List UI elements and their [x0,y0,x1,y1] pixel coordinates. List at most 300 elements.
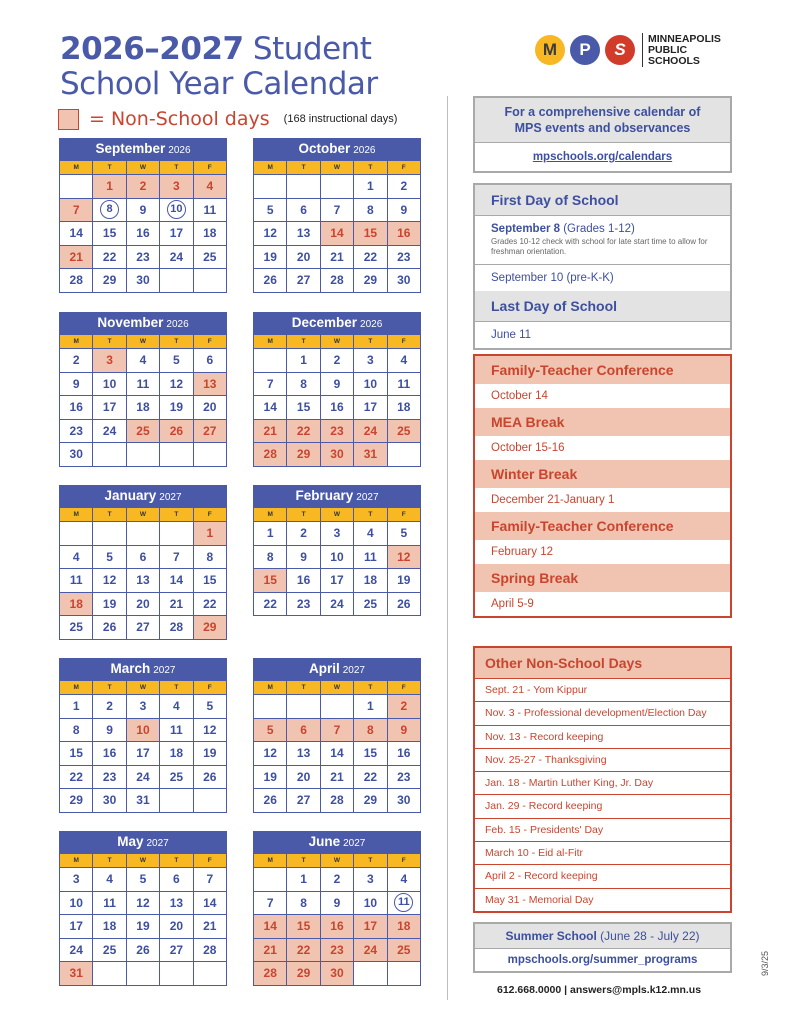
day-cell: 7 [254,891,287,915]
day-cell: 29 [193,616,226,640]
day-cell: 23 [126,245,159,269]
day-cell: 23 [320,419,353,443]
day-cell: 11 [60,569,93,593]
day-cell [287,175,320,199]
day-cell: 18 [193,222,226,246]
day-cell: 26 [126,938,159,962]
day-cell [93,962,126,986]
page-title [60,32,378,102]
day-cell [160,522,193,546]
break-date: October 15-16 [491,442,565,454]
logo-m-icon: M [535,35,565,65]
weekday-label: F [193,681,226,695]
first-day-note: (Grades 1-12) [560,223,635,235]
day-cell: 23 [287,592,320,616]
day-cell: 1 [354,175,387,199]
day-cell [93,198,126,222]
day-cell: 30 [387,269,420,293]
day-cell: 21 [160,592,193,616]
month-calendar [253,831,421,986]
weekday-label: T [93,854,126,868]
day-cell: 7 [160,545,193,569]
day-cell [193,443,226,467]
day-cell: 22 [254,592,287,616]
day-cell: 3 [93,349,126,373]
logo-p-icon: P [570,35,600,65]
day-cell [193,789,226,813]
day-cell: 24 [93,419,126,443]
day-cell: 28 [254,443,287,467]
day-cell: 16 [287,569,320,593]
month-year: 2027 [342,665,365,676]
first-day-box [473,183,732,350]
day-cell: 21 [320,765,353,789]
day-cell: 11 [93,891,126,915]
month-name: January [104,488,157,503]
day-cell: 14 [160,569,193,593]
day-cell: 3 [160,175,193,199]
day-cell: 15 [287,915,320,939]
day-cell [193,962,226,986]
day-cell: 25 [193,245,226,269]
month-year: 2027 [356,492,379,503]
day-cell: 1 [287,349,320,373]
weekday-label: T [287,161,320,175]
day-cell [126,443,159,467]
day-cell [160,789,193,813]
first-day-small-note: Grades 10-12 check with school for late start time to allow for freshman orientation. [491,237,708,256]
day-cell: 2 [93,695,126,719]
day-cell: 29 [60,789,93,813]
summer-dates: (June 28 - July 22) [596,929,700,943]
day-cell: 30 [320,443,353,467]
first-day-pre-k [475,264,730,291]
weekday-label: T [160,508,193,522]
day-cell: 13 [287,742,320,766]
day-cell: 5 [193,695,226,719]
break-date: October 14 [491,390,548,402]
day-cell: 28 [160,616,193,640]
day-cell: 6 [193,349,226,373]
day-cell: 13 [126,569,159,593]
day-cell: 22 [287,938,320,962]
day-cell: 7 [254,372,287,396]
month-calendar [59,138,227,293]
weekday-label: F [193,508,226,522]
month-header [253,658,421,680]
month-header [59,312,227,334]
day-cell: 1 [193,522,226,546]
day-cell: 29 [354,269,387,293]
weekday-label: W [126,335,159,349]
day-cell: 26 [193,765,226,789]
day-cell: 27 [193,419,226,443]
break-heading: Winter Break [475,460,730,488]
day-cell: 28 [254,962,287,986]
revision-date: 9/3/25 [760,950,770,976]
weekday-label: T [93,161,126,175]
day-cell [254,175,287,199]
pre-k-date: September 10 [491,272,564,284]
mps-logo [535,33,721,67]
day-cell: 17 [320,569,353,593]
day-cell: 22 [93,245,126,269]
day-cell: 29 [93,269,126,293]
summer-heading [475,924,730,948]
day-cell: 18 [60,592,93,616]
month-year: 2026 [353,145,376,156]
first-day-marker: 8 [100,200,119,219]
month-header [253,831,421,853]
month-year: 2027 [153,665,176,676]
day-cell: 12 [254,742,287,766]
day-cell [320,175,353,199]
day-cell: 9 [126,198,159,222]
weekday-label: T [93,681,126,695]
day-cell: 12 [193,718,226,742]
pre-k-note: (pre-K-K) [563,272,614,284]
month-name: December [291,315,358,330]
day-cell: 4 [160,695,193,719]
day-cell: 10 [60,891,93,915]
breaks-box [473,354,732,618]
day-cell: 28 [193,938,226,962]
day-cell: 8 [254,545,287,569]
month-year: 2026 [168,145,191,156]
day-cell: 15 [354,222,387,246]
day-cell: 20 [287,765,320,789]
weekday-label: T [160,335,193,349]
legend [58,108,397,130]
day-cell: 17 [160,222,193,246]
day-cell: 23 [387,245,420,269]
day-cell: 23 [93,765,126,789]
day-cell: 5 [126,868,159,892]
day-cell: 3 [320,522,353,546]
day-cell [354,962,387,986]
day-cell: 12 [126,891,159,915]
day-cell: 28 [60,269,93,293]
non-school-day-item: May 31 - Memorial Day [475,888,730,911]
break-heading: Family-Teacher Conference [475,512,730,540]
day-cell: 19 [193,742,226,766]
day-cell: 14 [60,222,93,246]
month-year: 2027 [146,838,169,849]
day-cell: 25 [126,419,159,443]
day-cell: 18 [93,915,126,939]
day-cell: 16 [387,742,420,766]
weekday-label: F [193,854,226,868]
day-cell: 23 [320,938,353,962]
day-cell: 18 [387,396,420,420]
non-school-day-item: Feb. 15 - Presidents' Day [475,818,730,841]
break-heading: Family-Teacher Conference [475,356,730,384]
weekday-label: M [254,335,287,349]
day-cell: 13 [160,891,193,915]
weekday-label: M [60,508,93,522]
day-cell: 14 [193,891,226,915]
non-school-day-item: March 10 - Eid al-Fitr [475,841,730,864]
day-cell [60,522,93,546]
day-cell [160,962,193,986]
day-cell: 22 [287,419,320,443]
day-cell: 17 [93,396,126,420]
month-year: 2027 [343,838,366,849]
month-name: September [95,141,166,156]
day-cell [387,962,420,986]
month-header [253,312,421,334]
day-cell: 9 [287,545,320,569]
first-day-heading: First Day of School [475,185,730,215]
weekday-label: T [160,161,193,175]
day-cell: 21 [254,938,287,962]
day-cell: 22 [60,765,93,789]
day-cell: 24 [354,938,387,962]
day-cell: 4 [126,349,159,373]
day-cell: 24 [354,419,387,443]
weekday-label: M [254,681,287,695]
month-header [59,485,227,507]
day-cell: 14 [320,742,353,766]
day-cell: 19 [254,765,287,789]
day-cell [160,198,193,222]
weekday-label: W [320,681,353,695]
weekday-label: M [60,854,93,868]
calendars-link[interactable]: mpschools.org/calendars [532,151,673,163]
day-cell [254,695,287,719]
weekday-label: M [254,161,287,175]
weekday-label: F [387,508,420,522]
weekday-label: W [126,508,159,522]
day-cell: 7 [320,718,353,742]
day-cell: 27 [126,616,159,640]
day-cell: 2 [387,695,420,719]
day-cell: 20 [126,592,159,616]
day-cell: 24 [126,765,159,789]
day-cell: 30 [387,789,420,813]
month-name: February [295,488,354,503]
day-cell: 29 [287,443,320,467]
day-cell: 9 [387,198,420,222]
day-cell: 31 [60,962,93,986]
day-cell [126,522,159,546]
weekday-label: M [60,681,93,695]
month-calendar [253,485,421,616]
day-cell: 9 [387,718,420,742]
day-cell [193,269,226,293]
weekday-label: T [354,681,387,695]
day-cell: 15 [254,569,287,593]
month-year: 2026 [360,319,383,330]
day-cell: 24 [160,245,193,269]
month-name: March [110,661,151,676]
day-cell: 26 [160,419,193,443]
day-cell: 1 [354,695,387,719]
weekday-label: M [60,161,93,175]
day-cell: 4 [93,868,126,892]
day-cell [160,269,193,293]
day-cell: 3 [126,695,159,719]
non-school-day-item: Sept. 21 - Yom Kippur [475,678,730,701]
day-cell [93,443,126,467]
day-cell: 17 [354,396,387,420]
day-cell: 21 [60,245,93,269]
weekday-label: T [287,335,320,349]
weekday-label: F [387,854,420,868]
day-cell: 17 [126,742,159,766]
day-cell [160,443,193,467]
weekday-label: W [320,508,353,522]
day-cell: 22 [193,592,226,616]
month-calendar [253,312,421,467]
weekday-label: T [354,508,387,522]
day-cell: 1 [60,695,93,719]
weekday-label: T [160,854,193,868]
day-cell [254,868,287,892]
day-cell: 15 [93,222,126,246]
title-year: 2026–2027 [60,31,244,67]
day-cell: 8 [354,718,387,742]
summer-link-row [475,948,730,971]
day-cell: 19 [160,396,193,420]
month-header [59,831,227,853]
title-line2: School Year Calendar [60,66,378,102]
day-cell: 15 [60,742,93,766]
day-cell: 7 [193,868,226,892]
weekday-label: F [193,335,226,349]
day-cell: 3 [60,868,93,892]
last-day-heading: Last Day of School [475,291,730,321]
day-cell: 11 [354,545,387,569]
day-cell: 24 [320,592,353,616]
comprehensive-calendar-box [473,96,732,173]
day-cell: 21 [254,419,287,443]
weekday-label: F [387,681,420,695]
weekday-label: T [287,681,320,695]
legend-label: = Non-School days [89,108,270,130]
day-cell: 29 [287,962,320,986]
logo-line: MINNEAPOLIS [648,32,721,45]
day-cell: 23 [60,419,93,443]
day-cell: 3 [354,349,387,373]
day-cell: 1 [254,522,287,546]
contact-footer: 612.668.0000 | answers@mpls.k12.mn.us [497,984,702,996]
first-day-marker: 10 [167,200,186,219]
day-cell: 1 [93,175,126,199]
day-cell: 7 [320,198,353,222]
day-cell: 25 [387,419,420,443]
day-cell: 8 [60,718,93,742]
day-cell: 5 [93,545,126,569]
day-cell: 20 [160,915,193,939]
weekday-label: T [354,854,387,868]
day-cell: 12 [93,569,126,593]
day-cell: 19 [254,245,287,269]
day-cell [126,962,159,986]
month-calendar [59,312,227,467]
month-calendar [59,658,227,813]
month-calendar [253,658,421,813]
day-cell: 7 [60,198,93,222]
non-school-day-item: Nov. 25-27 - Thanksgiving [475,748,730,771]
day-cell: 25 [60,616,93,640]
weekday-label: M [60,335,93,349]
day-cell: 13 [287,222,320,246]
logo-s-icon: S [605,35,635,65]
weekday-label: F [387,335,420,349]
day-cell: 25 [160,765,193,789]
day-cell: 15 [354,742,387,766]
day-cell: 2 [320,868,353,892]
day-cell: 28 [320,789,353,813]
day-cell: 26 [254,789,287,813]
day-cell: 12 [387,545,420,569]
day-cell: 8 [287,891,320,915]
month-year: 2026 [166,319,189,330]
weekday-label: T [354,335,387,349]
day-cell: 6 [287,198,320,222]
day-cell: 5 [254,198,287,222]
day-cell: 16 [320,396,353,420]
summer-link[interactable]: mpschools.org/summer_programs [507,954,698,966]
day-cell: 24 [60,938,93,962]
day-cell: 5 [160,349,193,373]
day-cell [93,522,126,546]
day-cell: 25 [93,938,126,962]
day-cell: 4 [354,522,387,546]
day-cell: 15 [193,569,226,593]
break-heading: MEA Break [475,408,730,436]
day-cell: 4 [60,545,93,569]
month-year: 2027 [159,492,182,503]
day-cell: 18 [126,396,159,420]
day-cell: 18 [387,915,420,939]
column-divider [447,96,448,1000]
other-heading: Other Non-School Days [475,648,730,678]
calendars-link-row [475,142,730,171]
weekday-label: M [254,854,287,868]
day-cell: 10 [93,372,126,396]
day-cell: 21 [193,915,226,939]
month-calendar [59,831,227,986]
weekday-label: T [287,854,320,868]
weekday-label: F [387,161,420,175]
summer-school-box [473,922,732,973]
day-cell: 1 [287,868,320,892]
weekday-label: M [254,508,287,522]
non-school-day-item: Jan. 18 - Martin Luther King, Jr. Day [475,771,730,794]
break-date: April 5-9 [491,598,534,610]
day-cell: 11 [193,198,226,222]
weekday-label: W [126,681,159,695]
weekday-label: T [93,335,126,349]
day-cell [387,443,420,467]
day-cell: 26 [387,592,420,616]
weekday-label: W [320,854,353,868]
day-cell: 9 [320,891,353,915]
instructional-days-note: (168 instructional days) [283,113,398,125]
day-cell: 16 [60,396,93,420]
day-cell: 28 [320,269,353,293]
day-cell: 18 [354,569,387,593]
day-cell: 14 [254,915,287,939]
day-cell: 10 [354,372,387,396]
day-cell: 14 [320,222,353,246]
title-rest: Student [243,31,372,67]
day-cell: 26 [93,616,126,640]
weekday-label: W [126,854,159,868]
day-cell: 30 [93,789,126,813]
